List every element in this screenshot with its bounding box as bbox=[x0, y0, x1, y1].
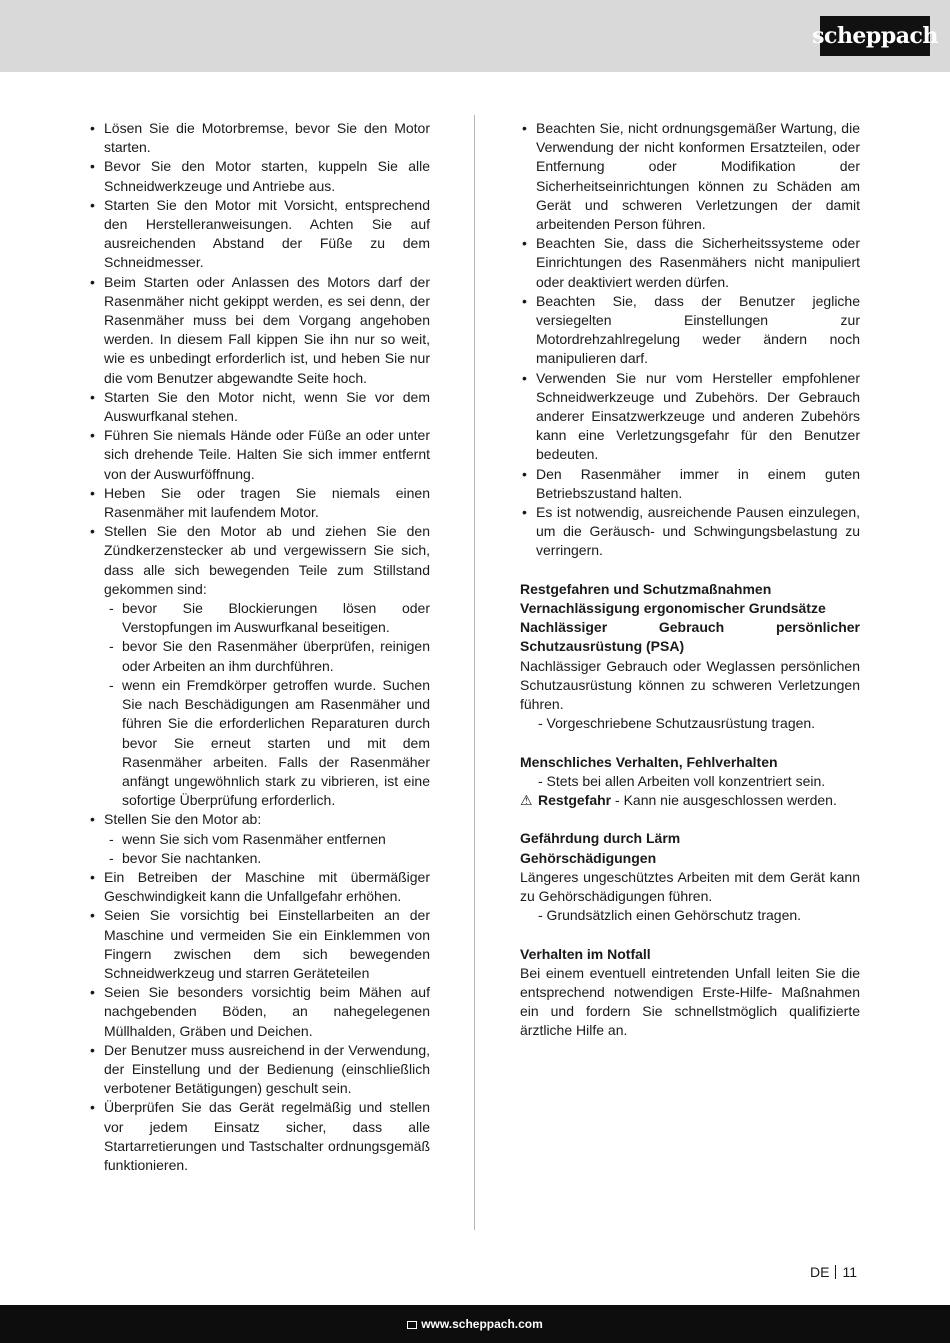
list-item: • Starten Sie den Motor mit Vorsicht, entsprechend den Herstelleranweisungen. Achten Sie auf ausreichenden Abstand der Füße zu dem Schneidmesser. bbox=[88, 196, 430, 273]
list-item: • Es ist notwendig, ausreichende Pausen einzulegen, um die Geräusch- und Schwingungsbelastung zu verringern. bbox=[520, 503, 860, 561]
list-item: • Beim Starten oder Anlassen des Motors darf der Rasenmäher nicht gekippt werden, es sei denn, der Rasenmäher muss bei dem Vorgang angehoben werden. In diesem Fall kippen Sie ihn nur so weit, wie es unbedingt erforderlich ist, und heben Sie nur die vom Benutzer abgewandte Seite hoch. bbox=[88, 273, 430, 388]
right-bullet-list bbox=[520, 119, 860, 561]
left-column bbox=[88, 119, 430, 1175]
section-residual-risks bbox=[520, 580, 860, 734]
section-emergency bbox=[520, 945, 860, 1041]
list-item: • Seien Sie vorsichtig bei Einstellarbeiten an der Maschine und vermeiden Sie ein Einklemmen von Fingern zwischen dem sich bewegenden Schneidwerkzeug und starren Geräteteilen bbox=[88, 906, 430, 983]
residual-risk-line bbox=[520, 791, 860, 810]
section-text: Nachlässiger Gebrauch oder Weglassen persönlichen Schutzausrüstung können zu schweren Verletzungen führen. bbox=[520, 657, 860, 713]
section-heading: Verhalten im Notfall bbox=[520, 945, 651, 962]
left-bullet-list-3 bbox=[88, 868, 430, 1175]
sub-list bbox=[88, 830, 430, 868]
left-bullet-list-2 bbox=[88, 810, 430, 829]
sub-list-item: - wenn Sie sich vom Rasenmäher entfernen bbox=[88, 830, 430, 849]
section-subheading: Gehörschädigungen bbox=[520, 849, 657, 866]
list-item: • Ein Betreiben der Maschine mit übermäßiger Geschwindigkeit kann die Unfallgefahr erhöhen. bbox=[88, 868, 430, 906]
list-item-text: Stellen Sie den Motor ab und ziehen Sie den Zündkerzenstecker ab und vergewissern Sie sich, dass alle sich bewegenden Teile zum Stillstand gekommen sind: bbox=[104, 523, 430, 597]
list-item: • Den Rasenmäher immer in einem guten Betriebszustand halten. bbox=[520, 465, 860, 503]
footer-bar bbox=[0, 1305, 950, 1343]
section-subheading: Vernachlässigung ergonomischer Grundsätze bbox=[520, 600, 826, 617]
section-text: Bei einem eventuell eintretenden Unfall leiten Sie die entsprechend notwendigen Erste-Hilfe- Maßnahmen ein und fordern Sie schnellstmöglich qualifizierte ärztliche Hilfe an. bbox=[520, 964, 860, 1039]
section-heading: Menschliches Verhalten, Fehlverhalten bbox=[520, 753, 778, 770]
list-item: • Der Benutzer muss ausreichend in der Verwendung, der Einstellung und der Bedienung (einschließlich verbotener Betätigungen) geschult sein. bbox=[88, 1041, 430, 1099]
list-item: • Starten Sie den Motor nicht, wenn Sie vor dem Auswurfkanal stehen. bbox=[88, 388, 430, 426]
sub-list-item: - wenn ein Fremdkörper getroffen wurde. Suchen Sie nach Beschädigungen am Rasenmäher und führen Sie die erforderlichen Reparaturen durch bevor Sie erneut starten und mit dem Rasenmäher arbeiten. Falls der Rasenmäher anfängt ungewöhnlich stark zu vibrieren, ist eine sofortige Überprüfung erforderlich. bbox=[88, 676, 430, 810]
list-item: • Stellen Sie den Motor ab: bbox=[88, 810, 430, 829]
sub-list-item: - bevor Sie den Rasenmäher überprüfen, reinigen oder Arbeiten an ihm durchführen. bbox=[88, 637, 430, 675]
list-item: • Heben Sie oder tragen Sie niemals einen Rasenmäher mit laufendem Motor. bbox=[88, 484, 430, 522]
section-note: - Grundsätzlich einen Gehörschutz tragen. bbox=[538, 907, 802, 924]
right-column bbox=[520, 119, 860, 1041]
residual-risk-label: Restgefahr bbox=[538, 792, 612, 809]
section-note: - Vorgeschriebene Schutzausrüstung tragen. bbox=[538, 715, 816, 732]
brand-name: scheppach bbox=[812, 23, 938, 49]
sub-list bbox=[88, 599, 430, 810]
list-item: • Überprüfen Sie das Gerät regelmäßig und stellen vor jedem Einsatz sicher, dass alle Startarretierungen und Tastschalter ordnungsgemäß funktionieren. bbox=[88, 1098, 430, 1175]
list-item: • Beachten Sie, dass der Benutzer jegliche versiegelten Einstellungen zur Motordrehzahlregelung weder ändern noch manipulieren darf. bbox=[520, 292, 860, 369]
column-divider bbox=[474, 115, 475, 1230]
list-item: • Seien Sie besonders vorsichtig beim Mähen auf nachgebenden Böden, an nahegelegenen Müllhalden, Gräben und Deichen. bbox=[88, 983, 430, 1041]
section-human-behaviour bbox=[520, 753, 860, 811]
page-number-value: 11 bbox=[842, 1264, 857, 1280]
sub-list-item: - bevor Sie Blockierungen lösen oder Verstopfungen im Auswurfkanal beseitigen. bbox=[88, 599, 430, 637]
section-heading: Gefährdung durch Lärm bbox=[520, 830, 681, 847]
section-subheading: Nachlässiger Gebrauch persönlicher Schutzausrüstung (PSA) bbox=[520, 619, 860, 655]
list-item: • Lösen Sie die Motorbremse, bevor Sie den Motor starten. bbox=[88, 119, 430, 157]
monitor-icon bbox=[407, 1321, 417, 1329]
brand-logo bbox=[812, 16, 938, 56]
section-text: Längeres ungeschütztes Arbeiten mit dem Gerät kann zu Gehörschädigungen führen. bbox=[520, 868, 860, 905]
warning-triangle-icon: ⚠ bbox=[520, 792, 533, 809]
page-number bbox=[810, 1264, 857, 1280]
section-noise bbox=[520, 829, 860, 925]
list-item: • Bevor Sie den Motor starten, kuppeln Sie alle Schneidwerkzeuge und Antriebe aus. bbox=[88, 157, 430, 195]
page-number-separator bbox=[835, 1265, 836, 1279]
section-note: - Stets bei allen Arbeiten voll konzentriert sein. bbox=[538, 772, 826, 789]
list-item: • Führen Sie niemals Hände oder Füße an oder unter sich drehende Teile. Halten Sie sich immer entfernt von der Auswurföffnung. bbox=[88, 426, 430, 484]
page-language: DE bbox=[810, 1264, 830, 1280]
list-item: • Beachten Sie, dass die Sicherheitssysteme oder Einrichtungen des Rasenmähers nicht manipuliert oder deaktiviert werden dürfen. bbox=[520, 234, 860, 292]
footer-url[interactable]: www.scheppach.com bbox=[421, 1317, 543, 1331]
residual-risk-text: - Kann nie ausgeschlossen werden. bbox=[611, 792, 837, 809]
list-item: • Beachten Sie, nicht ordnungsgemäßer Wartung, die Verwendung der nicht konformen Ersatzteilen, oder Entfernung oder Modifikation der Sicherheitseinrichtungen können zu Schäden am Gerät und schweren Verletzungen der damit arbeitenden Person führen. bbox=[520, 119, 860, 234]
header-band bbox=[0, 0, 950, 72]
sub-list-item: - bevor Sie nachtanken. bbox=[88, 849, 430, 868]
list-item bbox=[88, 522, 430, 599]
section-heading: Restgefahren und Schutzmaßnahmen bbox=[520, 580, 772, 597]
list-item: • Verwenden Sie nur vom Hersteller empfohlener Schneidwerkzeuge und Zubehörs. Der Gebrauch anderer Einsatzwerkzeuge und anderen Zubehörs kann eine Verletzungsgefahr für den Benutzer bedeuten. bbox=[520, 369, 860, 465]
left-bullet-list bbox=[88, 119, 430, 599]
